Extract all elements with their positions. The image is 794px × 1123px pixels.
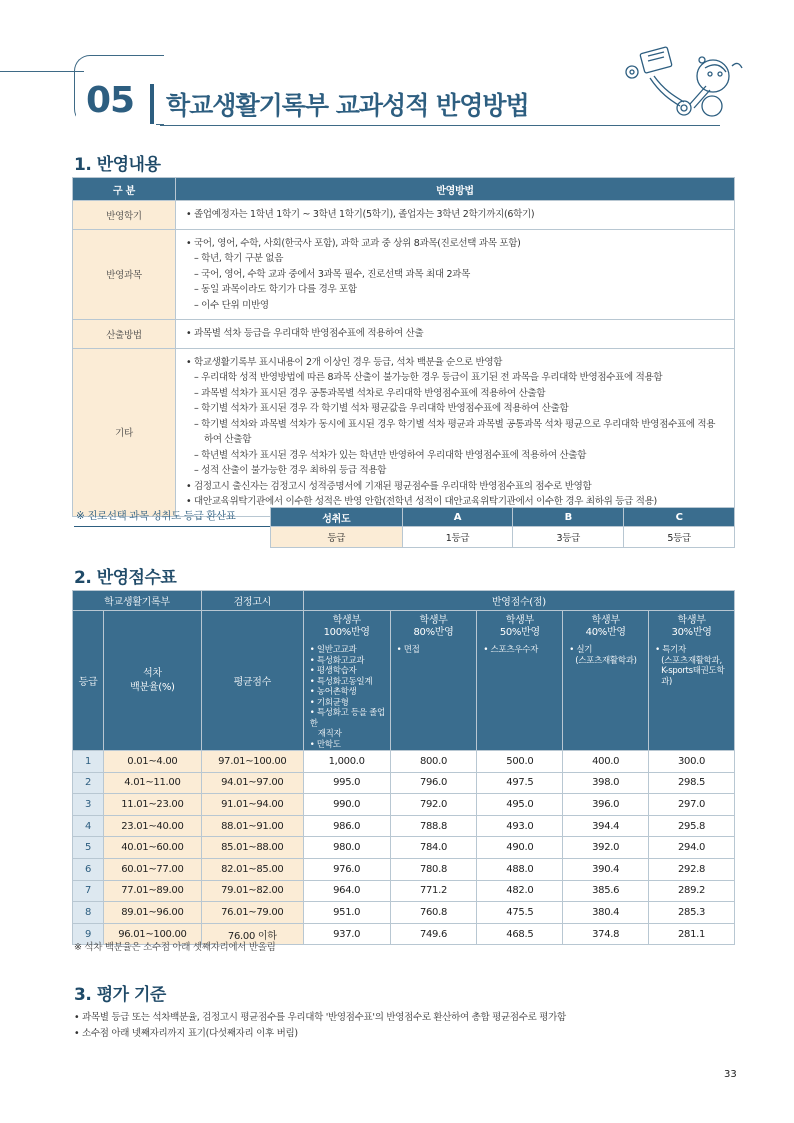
table-cell: 3등급 [513, 527, 624, 548]
table-cell: 390.4 [563, 858, 649, 880]
table-cell: 951.0 [303, 902, 390, 924]
table-cell: 385.6 [563, 880, 649, 902]
table-header: 구 분 [73, 178, 176, 201]
table-cell: 289.2 [649, 880, 735, 902]
table-cell: 394.4 [563, 815, 649, 837]
table-cell: 964.0 [303, 880, 390, 902]
table-cell: 796.0 [390, 772, 477, 794]
table-row [73, 815, 735, 837]
table-cell: 788.8 [390, 815, 477, 837]
row-content: • 학교생활기록부 표시내용이 2개 이상인 경우 등급, 석차 백분율 순으로 반영함 – 우리대학 성적 반영방법에 따른 8과목 산출이 불가능한 경우 등급이 표기된 전 과목을 우리대학 반영점수표에 적용함 – 과목별 석차가 표시된 경우 공통과목별 석차로 우리대학 반영점수표에 적용하여 산출함 – 학기별 석차가 표시된 경우 각 학기별 석차 평균값을 우리대학 반영점수표에 적용하여 산출함 – 학기별 석차와 과목별 석차가 동시에 표시된 경우 학기별 석차 평균과 과목별 공통과목 석차 평균으로 우리대학 반영점수표에 적용 하여 산출함 – 학년별 석차가 표시된 경우 석차가 있는 학년만 반영하여 우리대학 반영점수표에 적용하여 산출함 – 성적 산출이 불가능한 경우 최하위 등급 적용함 • 검정고시 출신자는 검정고시 성적증명서에 기재된 평균점수를 우리대학 반영점수표의 점수로 반영함 • 대안교육위탁기관에서 이수한 성적은 반영 안함(전학년 성적이 대안교육위탁기관에서 이수한 경우 최하위 등급 적용) [176, 348, 735, 516]
table-cell: 97.01~100.00 [201, 751, 303, 773]
table-cell: 500.0 [477, 751, 563, 773]
row-label: 반영과목 [73, 229, 176, 320]
table-header: 석차 백분율(%) [103, 611, 201, 751]
table-cell: 9 [73, 923, 104, 945]
table-header: 성취도 [271, 508, 403, 527]
table-cell: 298.5 [649, 772, 735, 794]
table-cell: 771.2 [390, 880, 477, 902]
table-cell: 398.0 [563, 772, 649, 794]
table-header: 학교생활기록부 [73, 591, 202, 611]
table-row [73, 837, 735, 859]
table-header: 반영점수(점) [303, 591, 734, 611]
table-cell: 475.5 [477, 902, 563, 924]
table-cell: 89.01~96.00 [103, 902, 201, 924]
page-number: 33 [724, 1069, 737, 1080]
row-content: • 국어, 영어, 수학, 사회(한국사 포함), 과학 교과 중 상위 8과목(진로선택 과목 포함) – 학년, 학기 구분 없음 – 국어, 영어, 수학 교과 중에서 3과목 필수, 진로선택 과목 최대 2과목 – 동일 과목이라도 학기가 다를 경우 포함 – 이수 단위 미반영 [176, 229, 735, 320]
table-cell: 96.01~100.00 [103, 923, 201, 945]
table-cell: 60.01~77.00 [103, 858, 201, 880]
table-cell: 77.01~89.00 [103, 880, 201, 902]
table-row [73, 880, 735, 902]
table-cell: 2 [73, 772, 104, 794]
row-label: 산출방법 [73, 320, 176, 349]
table-cell: 76.01~79.00 [201, 902, 303, 924]
section-heading-2: 2. 반영점수표 [74, 568, 177, 588]
table-cell: 374.8 [563, 923, 649, 945]
table-cell: 94.01~97.00 [201, 772, 303, 794]
score-table [72, 590, 735, 945]
table-header: 등급 [73, 611, 104, 751]
table-cell: 976.0 [303, 858, 390, 880]
table-cell: 749.6 [390, 923, 477, 945]
table-cell: 488.0 [477, 858, 563, 880]
table-cell: 784.0 [390, 837, 477, 859]
table-cell: 0.01~4.00 [103, 751, 201, 773]
score-column-header: 학생부 80%반영 • 면접 [390, 611, 477, 751]
table-cell: 11.01~23.00 [103, 794, 201, 816]
table-row [73, 772, 735, 794]
table-cell: 85.01~88.00 [201, 837, 303, 859]
achievement-note: ※ 진로선택 과목 성취도 등급 환산표 [76, 510, 236, 522]
table-cell: 3 [73, 794, 104, 816]
row-content: • 과목별 석차 등급을 우리대학 반영점수표에 적용하여 산출 [176, 320, 735, 349]
table-cell: 82.01~85.00 [201, 858, 303, 880]
score-column-header: 학생부 100%반영 • 일반고교과 • 특성화고교과 • 평생학습자 • 특성화고동일계 • 농어촌학생 • 기회균형 • 특성화고 등을 졸업한 재직자 • 만학도 [303, 611, 390, 751]
table-cell: 1,000.0 [303, 751, 390, 773]
table-cell: 396.0 [563, 794, 649, 816]
row-label: 기타 [73, 348, 176, 516]
section-heading-1: 1. 반영내용 [74, 155, 161, 175]
table-cell: 990.0 [303, 794, 390, 816]
evaluation-criteria [74, 1010, 566, 1042]
table-cell: 292.8 [649, 858, 735, 880]
table-cell: 1 [73, 751, 104, 773]
list-item: • 소수점 아래 넷째자리까지 표기(다섯째자리 이후 버림) [74, 1028, 298, 1039]
table-cell: 7 [73, 880, 104, 902]
score-column-header: 학생부 40%반영 • 실기 (스포츠재활학과) [563, 611, 649, 751]
header-rule [0, 71, 84, 72]
table-cell: 497.5 [477, 772, 563, 794]
table-cell: 1등급 [402, 527, 513, 548]
list-item: • 과목별 등급 또는 석차백분율, 검정고시 평균점수를 우리대학 '반영점수표'의 반영점수로 환산하여 총합 평균점수로 평가함 [74, 1012, 566, 1023]
table-cell: 780.8 [390, 858, 477, 880]
table-cell: 493.0 [477, 815, 563, 837]
table-cell: 400.0 [563, 751, 649, 773]
table-cell: 5등급 [624, 527, 735, 548]
table-header: B [513, 508, 624, 527]
reflection-content-table [72, 177, 735, 517]
table-row [73, 902, 735, 924]
table-cell: 등급 [271, 527, 403, 548]
table-cell: 468.5 [477, 923, 563, 945]
table-header: 평균점수 [201, 611, 303, 751]
table-cell: 76.00 이하 [201, 923, 303, 945]
table-cell: 380.4 [563, 902, 649, 924]
table-cell: 392.0 [563, 837, 649, 859]
table-cell: 294.0 [649, 837, 735, 859]
score-column-header: 학생부 50%반영 • 스포츠우수자 [477, 611, 563, 751]
chapter-number: 05 [86, 80, 135, 121]
table-cell: 281.1 [649, 923, 735, 945]
table-cell: 4.01~11.00 [103, 772, 201, 794]
table-cell: 5 [73, 837, 104, 859]
table-cell: 6 [73, 858, 104, 880]
table-cell: 937.0 [303, 923, 390, 945]
table-cell: 79.01~82.00 [201, 880, 303, 902]
table-header: 검정고시 [201, 591, 303, 611]
score-column-header: 학생부 30%반영 • 특기자 (스포츠재활학과, K-sports태권도학과) [649, 611, 735, 751]
table-cell: 300.0 [649, 751, 735, 773]
table-cell: 88.01~91.00 [201, 815, 303, 837]
table-header: 반영방법 [176, 178, 735, 201]
achievement-conversion-table [270, 507, 735, 548]
page-title: 학교생활기록부 교과성적 반영방법 [166, 91, 529, 120]
table-cell: 23.01~40.00 [103, 815, 201, 837]
table-cell: 980.0 [303, 837, 390, 859]
table-cell: 91.01~94.00 [201, 794, 303, 816]
table-cell: 986.0 [303, 815, 390, 837]
table-cell: 4 [73, 815, 104, 837]
table-cell: 482.0 [477, 880, 563, 902]
table-cell: 40.01~60.00 [103, 837, 201, 859]
table-cell: 800.0 [390, 751, 477, 773]
table-cell: 792.0 [390, 794, 477, 816]
row-content: • 졸업예정자는 1학년 1학기 ~ 3학년 1학기(5학기), 졸업자는 3학년 2학기까지(6학기) [176, 201, 735, 230]
table-cell: 8 [73, 902, 104, 924]
section-heading-3: 3. 평가 기준 [74, 985, 166, 1005]
table-cell: 285.3 [649, 902, 735, 924]
row-label: 반영학기 [73, 201, 176, 230]
robot-illustration-icon [610, 38, 750, 128]
footnote: ※ 석차 백분율은 소수점 아래 셋째자리에서 반올림 [74, 942, 276, 953]
table-header: A [402, 508, 513, 527]
table-row [73, 751, 735, 773]
table-cell: 295.8 [649, 815, 735, 837]
table-cell: 995.0 [303, 772, 390, 794]
table-cell: 760.8 [390, 902, 477, 924]
header-accent-bar [150, 84, 154, 124]
table-row [73, 794, 735, 816]
table-row [73, 858, 735, 880]
table-header: C [624, 508, 735, 527]
table-cell: 490.0 [477, 837, 563, 859]
table-cell: 495.0 [477, 794, 563, 816]
table-cell: 297.0 [649, 794, 735, 816]
